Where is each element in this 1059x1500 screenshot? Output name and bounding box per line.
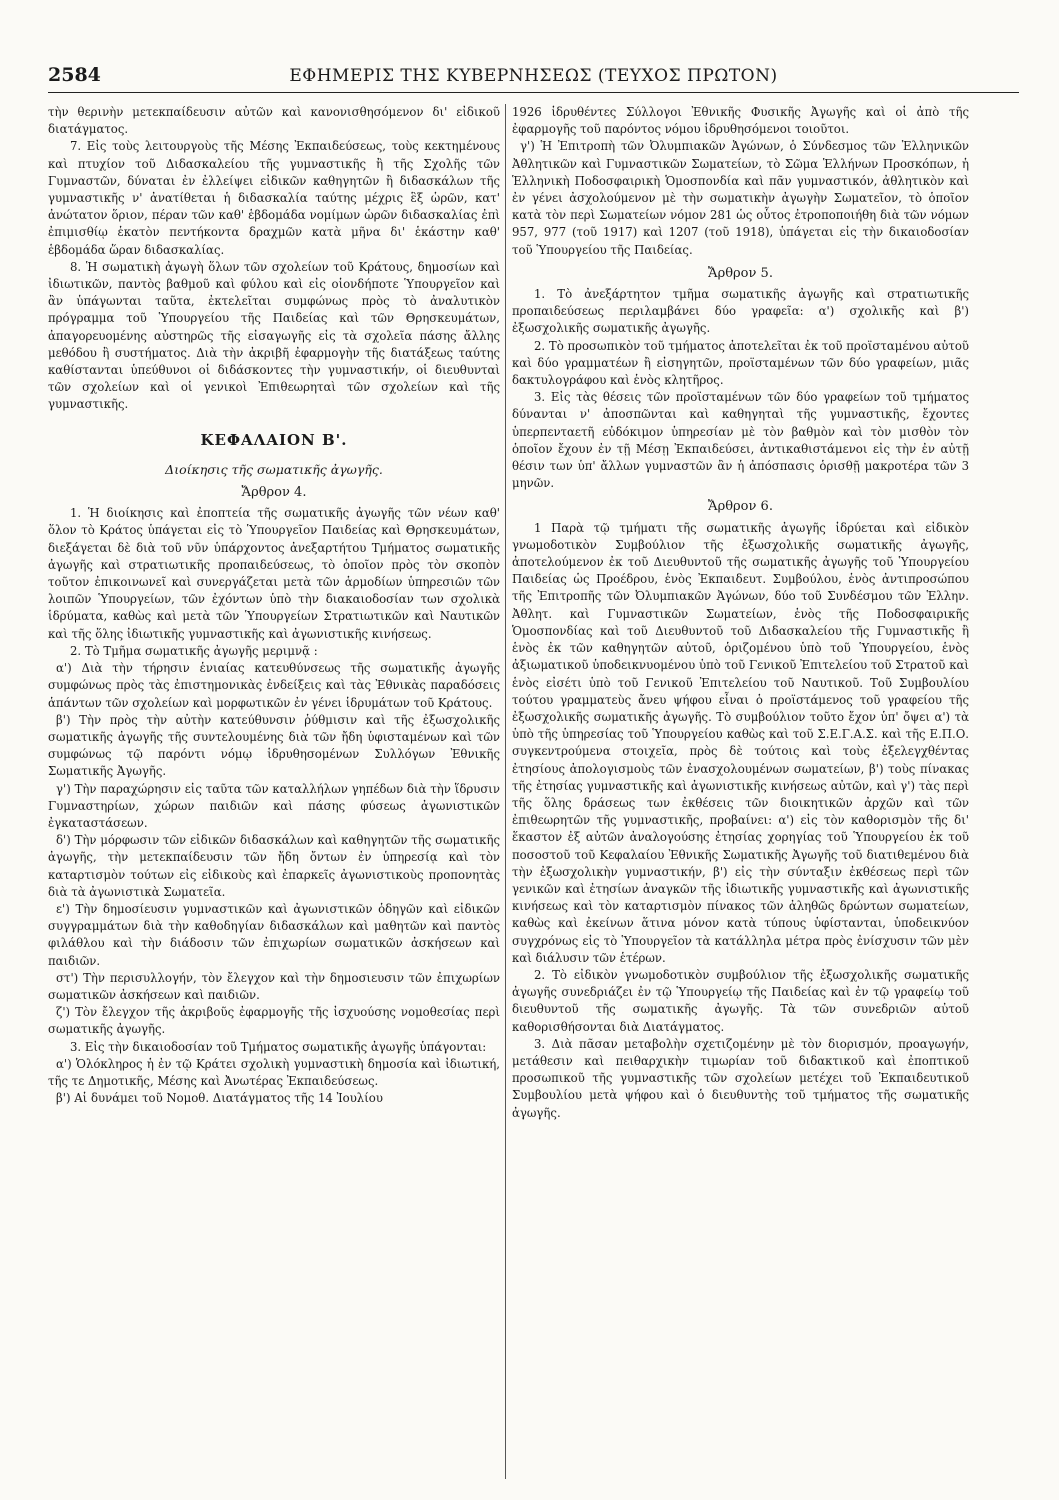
paragraph: 7. Εἰς τοὺς λειτουργοὺς τῆς Μέσης Ἐκπαιδεύσεως, τοὺς κεκτημένους καὶ πτυχίον τοῦ Διδασκαλείου τῆς γυμναστικῆς ἢ τῆς Σχολῆς τῶν Γυμναστῶν, δύναται ἐν ἐλλείψει εἰδικῶν καθηγητῶν ἢ διδασκάλων τῆς γυμναστικῆς ν' ἀνατίθεται ἡ διδασκαλία ταύτης μέχρις ἓξ ὡρῶν, κατ' ἀνώτατον ὅριον, πέραν τῶν καθ' ἑβδομάδα νομίμων ὡρῶν διδασκαλίας ἐπὶ ἐπιμισθίῳ ἑκατὸν πεντήκοντα δραχμῶν κατὰ μῆνα δι' ἑκάστην καθ' ἑβδομάδα ὥραν διδασκαλίας. (48, 139, 500, 257)
paragraph: 2. Τὸ Τμῆμα σωματικῆς ἀγωγῆς μεριμνᾷ : (70, 643, 318, 658)
list-item: β') Τὴν πρὸς τὴν αὐτὴν κατεύθυνσιν ῥύθμισιν καὶ τῆς ἐξωσχολικῆς σωματικῆς ἀγωγῆς τῆς συντελουμένης διὰ τῶν ἤδη ὑφισταμένων καὶ τῶν συμφώνως τῷ παρόντι νόμῳ ἱδρυθησομένων Συλλόγων Ἐθνικῆς Σωματικῆς Ἀγωγῆς. (48, 712, 500, 779)
list-item: α') Διὰ τὴν τήρησιν ἑνιαίας κατευθύνσεως τῆς σωματικῆς ἀγωγῆς συμφώνως πρὸς τὰς ἐπιστημονικὰς ἐνδείξεις καὶ τὰς Ἐθνικὰς παραδόσεις ἁπάντων τῶν σχολείων καὶ μορφωτικῶν ἐν γένει ἱδρυμάτων τοῦ Κράτους. (48, 661, 500, 710)
paragraph: 1 Παρὰ τῷ τμήματι τῆς σωματικῆς ἀγωγῆς ἱδρύεται καὶ εἰδικὸν γνωμοδοτικὸν Συμβούλιον τῆς ἐξωσχολικῆς σωματικῆς ἀγωγῆς, ἀποτελούμενον ἐκ τοῦ Διευθυντοῦ τῆς σωματικῆς ἀγωγῆς τοῦ Ὑπουργείου Παιδείας ὡς Προέδρου, ἑνὸς Ἐκπαιδευτ. Συμβούλου, ἑνὸς ἀντιπροσώπου τῆς Ἐπιτροπῆς τῶν Ὀλυμπιακῶν Ἀγώνων, δύο τοῦ Συνδέσμου τῶν Ἑλλην. Ἀθλητ. καὶ Γυμναστικῶν Σωματείων, ἑνὸς τῆς Ποδοσφαιρικῆς Ὁμοσπονδίας καὶ τοῦ Διευθυντοῦ τοῦ Διδασκαλείου τῆς Γυμναστικῆς ἢ ἑνὸς ἐκ τῶν καθηγητῶν αὐτοῦ, ὁριζομένου ὑπὸ τοῦ Ὑπουργείου, ἑνὸς ἀξιωματικοῦ ὑποδεικνυομένου ὑπὸ τοῦ Γενικοῦ Ἐπιτελείου τοῦ Στρατοῦ καὶ ἑνὸς εἰσέτι ὑπὸ τοῦ Γενικοῦ Ἐπιτελείου τοῦ Ναυτικοῦ. Τοῦ Συμβουλίου τούτου γραμματεὺς ἄνευ ψήφου εἶναι ὁ προϊστάμενος τοῦ γραφείου τῆς ἐξωσχολικῆς σωματικῆς ἀγωγῆς. Τὸ συμβούλιον τοῦτο ἔχον ὑπ' ὄψει α') τὰ ὑπὸ τῆς ὑπηρεσίας τοῦ Ὑπουργείου καθὼς καὶ τοῦ Σ.Ε.Γ.Α.Σ. καὶ τῆς Ε.Π.Ο. συγκεντρούμενα στοιχεῖα, πρὸς δὲ τούτοις καὶ τοὺς ἐξελεγχθέντας ἐτησίους ἀπολογισμοὺς τῶν ἐνασχολουμένων σωματείων, β') τοὺς πίνακας τῆς ἐτησίας γυμναστικῆς καὶ ἀγωνιστικῆς κινήσεως αὐτῶν, καὶ γ') τὰς περὶ τῆς ὅλης δράσεως των ἐκθέσεις τῶν διοικητικῶν ἀρχῶν καὶ τῶν ἐπιθεωρητῶν τῆς γυμναστικῆς, προβαίνει: α') εἰς τὸν καθορισμὸν τῆς δι' ἕκαστον ἐξ αὐτῶν ἀναλογούσης ἐτησίας χορηγίας τοῦ Ὑπουργείου ἐκ τοῦ ποσοστοῦ τοῦ Κεφαλαίου Ἐθνικῆς Σωματικῆς Ἀγωγῆς τοῦ διατιθεμένου διὰ τὴν ἐξωσχολικὴν γυμναστικήν, β') εἰς τὴν σύνταξιν ἐκθέσεως περὶ τῶν γενικῶν καὶ ἐτησίων ἀναγκῶν τῆς ἰδιωτικῆς γυμναστικῆς καὶ ἀγωνιστικῆς κινήσεως καὶ τὸν καταρτισμὸν πίνακος τῶν ἀληθῶς δρώντων σωματείων, καθὼς καὶ ἐκείνων ἅτινα μόνον κατὰ τύπους ὑφίστανται, ὑποδεικνύον συγχρόνως εἰς τὸ Ὑπουργεῖον τὰ κατάλληλα μέτρα πρὸς ἐνίσχυσιν τῶν μὲν καὶ διάλυσιν τῶν ἑτέρων. (512, 520, 969, 965)
list-item: β') Αἱ δυνάμει τοῦ Νομοθ. Διατάγματος τῆς 14 Ἰουλίου (56, 1091, 383, 1106)
chapter-title: ΚΕΦΑΛΑΙΟΝ Β'. (200, 430, 348, 449)
page-number: 2584 (48, 64, 101, 86)
list-item: στ') Τὴν περισυλλογήν, τὸν ἔλεγχον καὶ τὴν δημοσιευσιν τῶν ἐπιχωρίων σωματικῶν ἀσκήσεων καὶ παιδιῶν. (48, 970, 500, 1002)
paragraph: 8. Ἡ σωματικὴ ἀγωγὴ ὅλων τῶν σχολείων τοῦ Κράτους, δημοσίων καὶ ἰδιωτικῶν, παντὸς βαθμοῦ καὶ φύλου καὶ εἰς οἱονδήποτε Ὑπουργεῖον καὶ ἂν ὑπάγωνται ταῦτα, ἐκτελεῖται συμφώνως πρὸς τὸ ἀναλυτικὸν πρόγραμμα τοῦ Ὑπουργείου τῆς Παιδείας καὶ τῶν Θρησκευμάτων, ἀπαγορευομένης αὐστηρῶς τῆς εἰσαγωγῆς εἰς τὰ σχολεῖα πάσης ἄλλης μεθόδου ἢ συστήματος. Διὰ τὴν ἀκριβῆ ἐφαρμογὴν τῆς διατάξεως ταύτης καθίστανται ὑπεύθυνοι οἱ διδάσκοντες τὴν γυμναστικήν, οἱ διευθυνταὶ τῶν σχολείων καὶ οἱ γενικοὶ Ἐπιθεωρηταὶ τῶν σχολείων καὶ τῆς γυμναστικῆς. (48, 259, 500, 412)
article-heading: Ἄρθρον 4. (241, 485, 307, 501)
paragraph: 3. Εἰς τὰς θέσεις τῶν προϊσταμένων τῶν δύο γραφείων τοῦ τμήματος δύνανται ν' ἀποσπῶνται καὶ καθηγηταὶ τῆς γυμναστικῆς, ἔχοντες ὑπερπενταετῆ εὐδόκιμον ὑπηρεσίαν μὲ τὸν βαθμὸν καὶ τὸν μισθὸν τὸν ὁποῖον ἔχουν ἐν τῇ Μέσῃ Ἐκπαιδεύσει, ἀντικαθιστάμενοι εἰς τὴν ἐν αὐτῇ θέσιν των ὑπ' ἄλλων γυμναστῶν ἂν ἡ ἀπόσπασις ὁρισθῇ μακροτέρα τῶν 3 μηνῶν. (512, 390, 969, 491)
journal-title: ΕΦΗΜΕΡΙΣ ΤΗΣ ΚΥΒΕΡΝΗΣΕΩΣ (ΤΕΥΧΟΣ ΠΡΩΤΟΝ) (289, 66, 778, 86)
paragraph: 3. Εἰς τὴν δικαιοδοσίαν τοῦ Τμήματος σωματικῆς ἀγωγῆς ὑπάγονται: (70, 1039, 487, 1054)
column-divider (505, 104, 506, 1479)
paragraph: 1. Τὸ ἀνεξάρτητον τμῆμα σωματικῆς ἀγωγῆς καὶ στρατιωτικῆς προπαιδεύσεως περιλαμβάνει δύο γραφεῖα: α') σχολικῆς καὶ β') ἐξωσχολικῆς σωματικῆς ἀγωγῆς. (512, 287, 969, 336)
right-column (512, 104, 969, 1122)
paragraph: 2. Τὸ εἰδικὸν γνωμοδοτικὸν συμβούλιον τῆς ἐξωσχολικῆς σωματικῆς ἀγωγῆς συνεδριάζει ἐν τῷ Ὑπουργείῳ τῆς Παιδείας καὶ ἐν τῷ γραφείῳ τοῦ διευθυντοῦ τῆς σωματικῆς ἀγωγῆς. Τὰ τῶν συνεδριῶν αὐτοῦ καθορισθήσονται διὰ Διατάγματος. (512, 967, 969, 1034)
article-heading: Ἄρθρον 5. (708, 265, 773, 281)
page-header (48, 56, 1019, 93)
paragraph: 1926 ἱδρυθέντες Σύλλογοι Ἐθνικῆς Φυσικῆς Ἀγωγῆς καὶ οἱ ἀπὸ τῆς ἐφαρμογῆς τοῦ παρόντος νόμου ἱδρυθησόμενοι τοιοῦτοι. (512, 105, 969, 137)
article-heading: Ἄρθρον 6. (708, 499, 773, 515)
list-item: γ') Τὴν παραχώρησιν εἰς ταῦτα τῶν καταλλήλων γηπέδων διὰ τὴν ἵδρυσιν Γυμναστηρίων, χώρων παιδιῶν καὶ πάσης φύσεως ἀγωνιστικῶν ἐγκαταστάσεων. (48, 781, 500, 830)
paragraph: 2. Τὸ προσωπικὸν τοῦ τμήματος ἀποτελεῖται ἐκ τοῦ προϊσταμένου αὐτοῦ καὶ δύο γραμματέων ἢ εἰσηγητῶν, προϊσταμένων τῶν δύο γραφείων, μιᾶς δακτυλογράφου καὶ ἑνὸς κλητῆρος. (512, 338, 969, 388)
paragraph: 1. Ἡ διοίκησις καὶ ἐποπτεία τῆς σωματικῆς ἀγωγῆς τῶν νέων καθ' ὅλον τὸ Κράτος ὑπάγεται εἰς τὸ Ὑπουργεῖον Παιδείας καὶ Θρησκευμάτων, διεξάγεται δὲ διὰ τοῦ νῦν ὑπάρχοντος ἀνεξαρτήτου Τμήματος σωματικῆς ἀγωγῆς καὶ στρατιωτικῆς προπαιδεύσεως, τὸ ὁποῖον πρὸς τὸν σκοπὸν τοῦτον ἐπικοινωνεῖ καὶ συνεργάζεται μετὰ τῶν ἁρμοδίων ὑπηρεσιῶν τῶν λοιπῶν Ὑπουργείων, τῶν ἐχόντων ὑπὸ τὴν διακαιοδοσίαν των σχολικὰ ἱδρύματα, καθὼς καὶ μετὰ τῶν Ὑπουργείων Στρατιωτικῶν καὶ Ναυτικῶν καὶ τῆς ὅλης ἰδιωτικῆς γυμναστικῆς καὶ ἀγωνιστικῆς κινήσεως. (48, 506, 500, 641)
list-item: ζ') Τὸν ἔλεγχον τῆς ἀκριβοῦς ἐφαρμογῆς τῆς ἰσχυούσης νομοθεσίας περὶ σωματικῆς ἀγωγῆς. (48, 1005, 500, 1037)
list-item: δ') Τὴν μόρφωσιν τῶν εἰδικῶν διδασκάλων καὶ καθηγητῶν τῆς σωματικῆς ἀγωγῆς, τὴν μετεκπαίδευσιν τῶν ἤδη ὄντων ἐν ὑπηρεσίᾳ καὶ τὸν καταρτισμὸν τούτων εἰς εἰδικοὺς καὶ ἐπαρκεῖς ἀγωνιστικοὺς προπονητὰς διὰ τὰ ἀγωνιστικὰ Σωματεῖα. (48, 833, 500, 899)
list-item: ε') Τὴν δημοσίευσιν γυμναστικῶν καὶ ἀγωνιστικῶν ὁδηγῶν καὶ εἰδικῶν συγγραμμάτων διὰ τὴν καθοδηγίαν διδασκάλων καὶ μαθητῶν καὶ παντὸς φιλάθλου καὶ τὴν διάδοσιν τῶν ἐπιχωρίων σωματικῶν ἀσκήσεων καὶ παιδιῶν. (48, 901, 500, 968)
paragraph: τὴν θερινὴν μετεκπαίδευσιν αὐτῶν καὶ κανονισθησόμενον δι' εἰδικοῦ διατάγματος. (48, 105, 500, 137)
list-item: α') Ὁλόκληρος ἡ ἐν τῷ Κράτει σχολικὴ γυμναστικὴ δημοσία καὶ ἰδιωτική, τῆς τε Δημοτικῆς, Μέσης καὶ Ἀνωτέρας Ἐκπαιδεύσεως. (48, 1056, 500, 1088)
paragraph: 3. Διὰ πᾶσαν μεταβολὴν σχετιζομένην μὲ τὸν διορισμόν, προαγωγήν, μετάθεσιν καὶ πειθαρχικὴν τιμωρίαν τοῦ διδακτικοῦ καὶ ἐποπτικοῦ προσωπικοῦ τῆς γυμναστικῆς τῶν σχολείων μετέχει τοῦ Ἐκπαιδευτικοῦ Συμβουλίου μετὰ ψήφου καὶ ὁ διευθυντὴς τοῦ τμήματος τῆς σωματικῆς ἀγωγῆς. (512, 1036, 969, 1120)
section-heading: Διοίκησις τῆς σωματικῆς ἀγωγῆς. (165, 461, 383, 477)
left-column (48, 104, 500, 1107)
list-item: γ') Ἡ Ἐπιτροπὴ τῶν Ὀλυμπιακῶν Ἀγώνων, ὁ Σύνδεσμος τῶν Ἑλληνικῶν Ἀθλητικῶν καὶ Γυμναστικῶν Σωματείων, τὸ Σῶμα Ἑλλήνων Προσκόπων, ἡ Ἑλληνικὴ Ποδοσφαιρικὴ Ὁμοσπονδία καὶ πᾶν γυμναστικόν, ἀθλητικὸν καὶ ἐν γένει ἀσχολούμενον μὲ τὴν σωματικὴν ἀγωγὴν Σωματεῖον, τὸ ὁποῖον κατὰ τὸν περὶ Σωματείων νόμον 281 ὡς οὗτος ἐτροποποιήθη διὰ τῶν νόμων 957, 977 (τοῦ 1917) καὶ 1207 (τοῦ 1918), ὑπάγεται εἰς τὴν δικαιοδοσίαν τοῦ Ὑπουργείου τῆς Παιδείας. (512, 139, 969, 257)
